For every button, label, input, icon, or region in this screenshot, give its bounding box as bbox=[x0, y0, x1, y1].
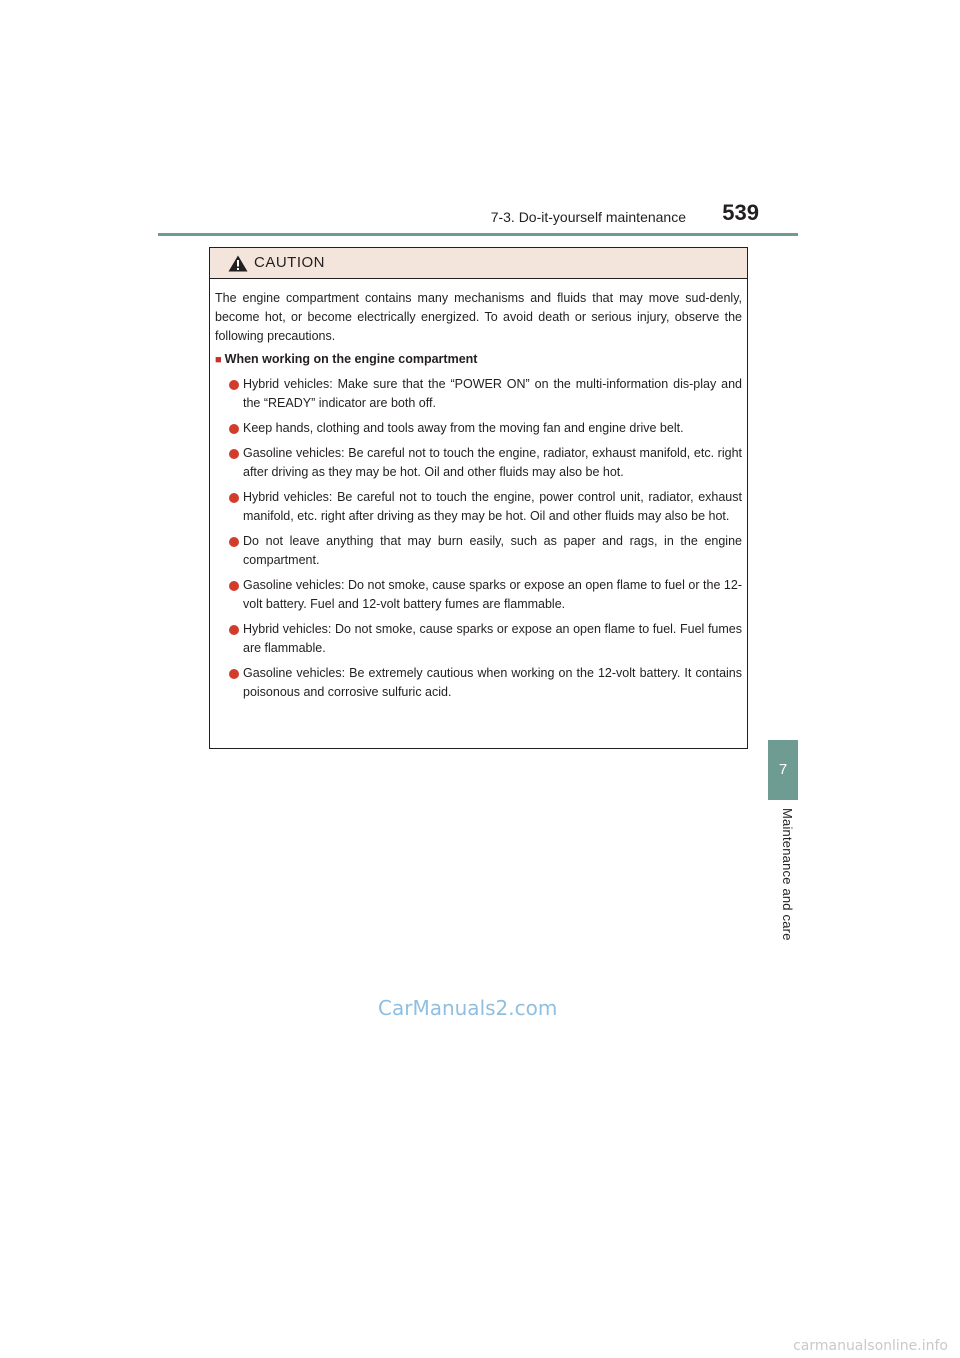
list-item-text: Do not leave anything that may burn easily, such as paper and rags, in the engine compartment. bbox=[243, 534, 742, 567]
caution-list bbox=[215, 375, 742, 702]
list-item-text: Hybrid vehicles: Do not smoke, cause sparks or expose an open flame to fuel. Fuel fumes are flammable. bbox=[243, 622, 742, 655]
list-item bbox=[215, 576, 742, 614]
list-item-text: Hybrid vehicles: Be careful not to touch the engine, power control unit, radiator, exhaust manifold, etc. right after driving as they may be hot. Oil and other fluids may also be hot. bbox=[243, 490, 742, 523]
list-item bbox=[215, 664, 742, 702]
bullet-dot-icon bbox=[229, 380, 239, 390]
bullet-dot-icon bbox=[229, 449, 239, 459]
caution-subheading bbox=[215, 350, 742, 370]
list-item bbox=[215, 444, 742, 482]
section-title: 7-3. Do-it-yourself maintenance bbox=[490, 209, 686, 225]
warning-triangle-icon bbox=[228, 255, 248, 272]
page-header bbox=[158, 200, 798, 234]
list-item bbox=[215, 488, 742, 526]
bullet-dot-icon bbox=[229, 493, 239, 503]
list-item bbox=[215, 620, 742, 658]
subheading-text: When working on the engine compartment bbox=[224, 352, 478, 366]
bullet-dot-icon bbox=[229, 625, 239, 635]
list-item-text: Hybrid vehicles: Make sure that the “POWER ON” on the multi-information dis-play and the “READY” indicator are both off. bbox=[243, 377, 742, 410]
caution-body bbox=[210, 279, 747, 702]
bullet-dot-icon bbox=[229, 669, 239, 679]
watermark-footer: carmanualsonline.info bbox=[793, 1338, 948, 1354]
list-item-text: Keep hands, clothing and tools away from the moving fan and engine drive belt. bbox=[243, 421, 684, 435]
list-item-text: Gasoline vehicles: Be careful not to touch the engine, radiator, exhaust manifold, etc. right after driving as they may be hot. Oil and other fluids may also be hot. bbox=[243, 446, 742, 479]
bullet-dot-icon bbox=[229, 424, 239, 434]
bullet-dot-icon bbox=[229, 537, 239, 547]
header-rule bbox=[158, 233, 798, 236]
chapter-tab[interactable]: 7 bbox=[768, 740, 798, 800]
page-number: 539 bbox=[722, 200, 759, 225]
list-item-text: Gasoline vehicles: Do not smoke, cause sparks or expose an open flame to fuel or the 12-volt battery. Fuel and 12-volt battery fumes are flammable. bbox=[243, 578, 742, 611]
list-item bbox=[215, 419, 742, 438]
list-item bbox=[215, 532, 742, 570]
chapter-label: Maintenance and care bbox=[780, 808, 795, 941]
caution-header bbox=[210, 248, 747, 279]
bullet-dot-icon bbox=[229, 581, 239, 591]
caution-box bbox=[209, 247, 748, 749]
caution-intro: The engine compartment contains many mechanisms and fluids that may move sud-denly, become hot, or become electrically energized. To avoid death or serious injury, observe the following precautions. bbox=[215, 291, 742, 343]
list-item bbox=[215, 375, 742, 413]
watermark-logo[interactable]: CarManuals2.com bbox=[378, 996, 558, 1020]
square-bullet-icon: ■ bbox=[215, 354, 222, 366]
list-item-text: Gasoline vehicles: Be extremely cautious when working on the 12-volt battery. It contains poisonous and corrosive sulfuric acid. bbox=[243, 666, 742, 699]
caution-title: CAUTION bbox=[254, 254, 325, 271]
